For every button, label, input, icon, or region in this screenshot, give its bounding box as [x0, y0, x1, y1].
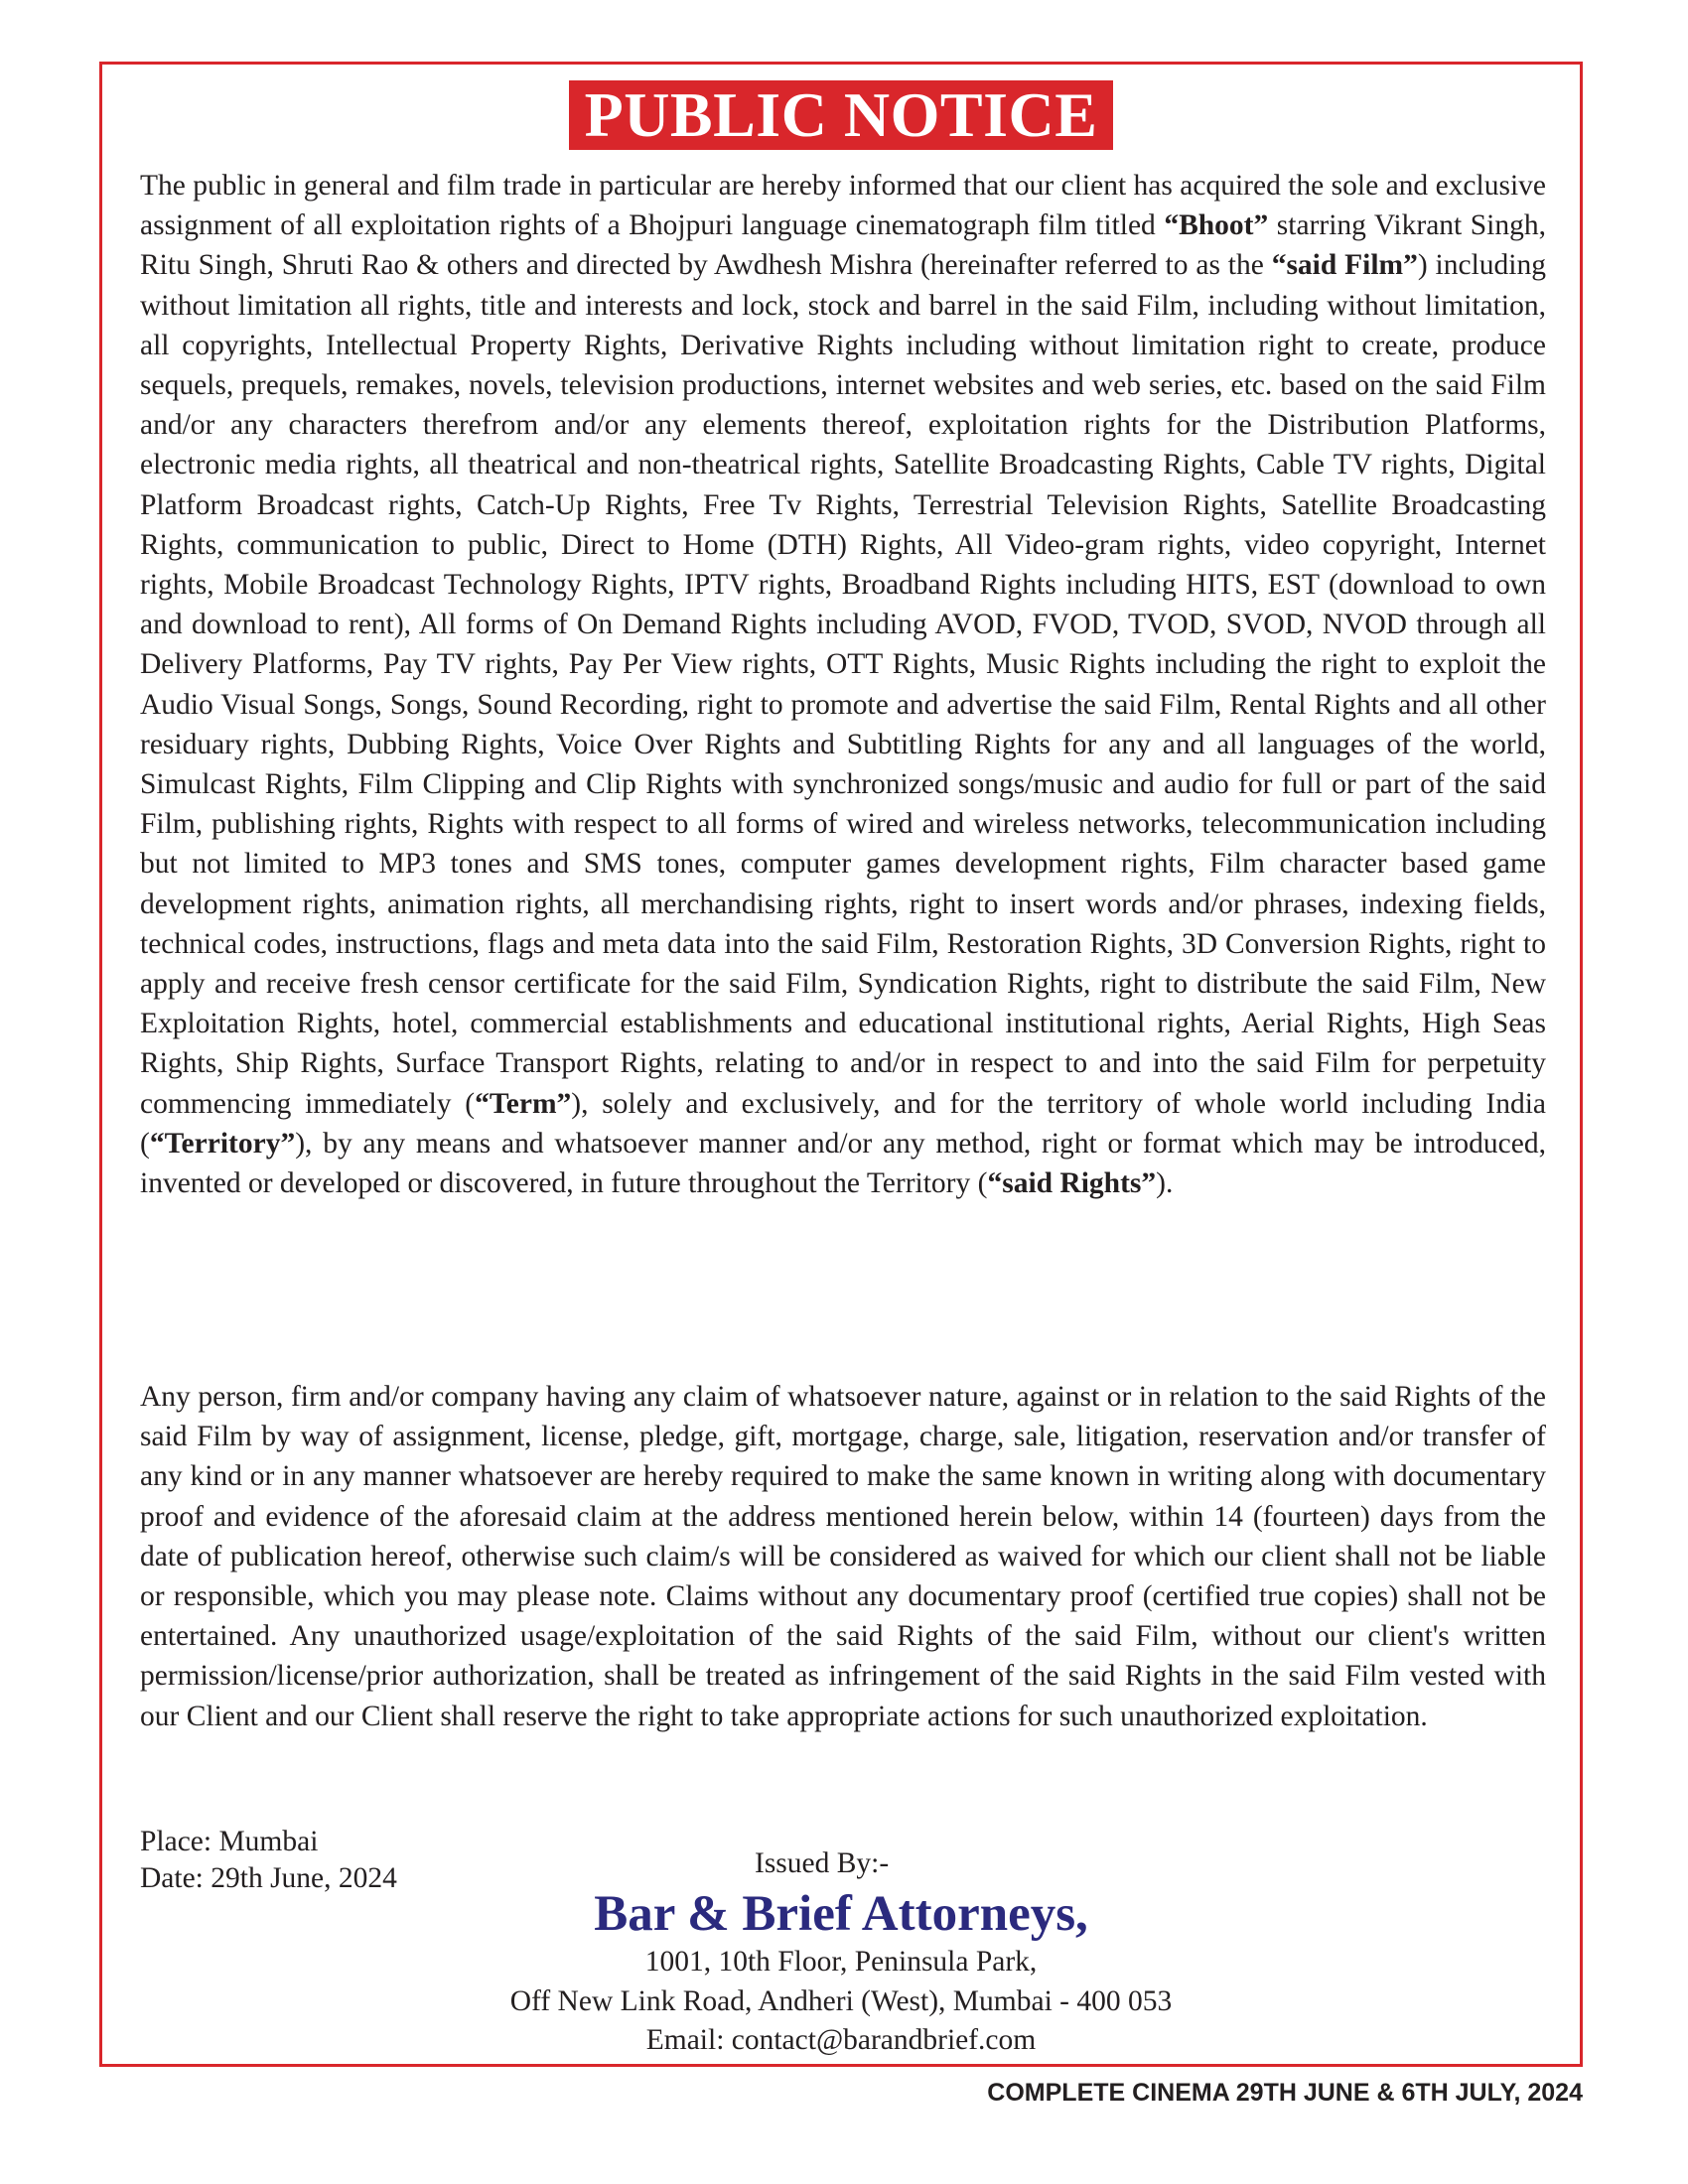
paragraph-run: ), by any means and whatsoever manner and/or any method, right or format which may be introduced, invented or developed or discovered, in future throughout the Territory (	[140, 1127, 1546, 1200]
title-wrap	[102, 80, 1580, 150]
issued-by-label: Issued By:-	[755, 1847, 890, 1879]
paragraph-run: starring Vikrant Singh, Ritu Singh, Shruti Rao & others and directed by Awdhesh Mishra (hereinafter referred to as the	[140, 209, 1546, 282]
address-line-1: 1001, 10th Floor, Peninsula Park,	[644, 1946, 1038, 1978]
bold-term: “Term”	[475, 1087, 572, 1120]
paragraph-run: ), solely and exclusively, and for the territory of whole world including India (	[140, 1087, 1546, 1160]
notice-paragraph-claims: Any person, firm and/or company having any claim of whatsoever nature, against or in relation to the said Rights of the said Film by way of assignment, license, pledge, gift, mortgage, charge, sale, litigation, reservation and/or transfer of any kind or in any manner whatsoever are hereby required to make the same known in writing along with documentary proof and evidence of the aforesaid claim at the address mentioned herein below, within 14 (fourteen) days from the date of publication hereof, otherwise such claim/s will be considered as waived for which our client shall not be liable or responsible, which you may please note. Claims without any documentary proof (certified true copies) shall not be entertained. Any unauthorized usage/exploitation of the said Rights of the said Film, without our client's written permission/license/prior authorization, shall be treated as infringement of the said Rights in the said Film vested with our Client and our Client shall reserve the right to take appropriate actions for such unauthorized exploitation.	[140, 1381, 1546, 1732]
paragraph-run: ) including without limitation all rights, title and interests and lock, stock and barrel in the said Film, including without limitation, all copyrights, Intellectual Property Rights, Derivative Rights including without limitation right to create, produce sequels, prequels, remakes, novels, television productions, internet websites and web series, etc. based on the said Film and/or any characters therefrom and/or any elements thereof, exploitation rights for the Distribution Platforms, electronic media rights, all theatrical and non-theatrical rights, Satellite Broadcasting Rights, Cable TV rights, Digital Platform Broadcast rights, Catch-Up Rights, Free Tv Rights, Terrestrial Television Rights, Satellite Broadcasting Rights, communication to public, Direct to Home (DTH) Rights, All Video-gram rights, video copyright, Internet rights, Mobile Broadcast Technology Rights, IPTV rights, Broadband Rights including HITS, EST (download to own and download to rent), All forms of On Demand Rights including AVOD, FVOD, TVOD, SVOD, NVOD through all Delivery Platforms, Pay TV rights, Pay Per View rights, OTT Rights, Music Rights including the right to exploit the Audio Visual Songs, Songs, Sound Recording, right to promote and advertise the said Film, Rental Rights and all other residuary rights, Dubbing Rights, Voice Over Rights and Subtitling Rights for any and all languages of the world, Simulcast Rights, Film Clipping and Clip Rights with synchronized songs/music and audio for full or part of the said Film, publishing rights, Rights with respect to all forms of wired and wireless networks, telecommunication including but not limited to MP3 tones and SMS tones, computer games development rights, Film character based game development rights, animation rights, all merchandising rights, right to insert words and/or phrases, indexing fields, technical codes, instructions, flags and meta data into the said Film, Restoration Rights, 3D Conversion Rights, right to apply and receive fresh censor certificate for the said Film, Syndication Rights, right to distribute the said Film, New Exploitation Rights, hotel, commercial establishments and educational institutional rights, Aerial Rights, High Seas Rights, Ship Rights, Surface Transport Rights, relating to and/or in respect to and into the said Film for perpetuity commencing immediately (	[140, 249, 1546, 1120]
place-text: Place: Mumbai	[140, 1826, 319, 1857]
notice-frame	[99, 62, 1583, 2067]
notice-paragraph-rights	[140, 166, 1546, 1203]
issuer-block	[102, 1885, 1580, 2061]
bold-term: “said Rights”	[987, 1167, 1157, 1200]
notice-title: PUBLIC NOTICE	[569, 80, 1114, 150]
publication-footer: COMPLETE CINEMA 29TH JUNE & 6TH JULY, 2024	[987, 2079, 1583, 2107]
bold-term: “Bhoot”	[1164, 209, 1269, 242]
email-line: Email: contact@barandbrief.com	[645, 2024, 1037, 2056]
paragraph-run: ).	[1156, 1167, 1174, 1200]
bold-term: “said Film”	[1271, 249, 1418, 282]
address-line-2: Off New Link Road, Andheri (West), Mumbai - 400 053	[509, 1984, 1173, 2017]
date-text: Date: 29th June, 2024	[140, 1862, 397, 1894]
paragraph-run: The public in general and film trade in particular are hereby informed that our client has acquired the sole and exclusive assignment of all exploitation rights of a Bhojpuri language cinematograph film titled	[140, 170, 1546, 242]
firm-name: Bar & Brief Attorneys,	[594, 1886, 1088, 1942]
bold-term: “Territory”	[149, 1127, 296, 1160]
